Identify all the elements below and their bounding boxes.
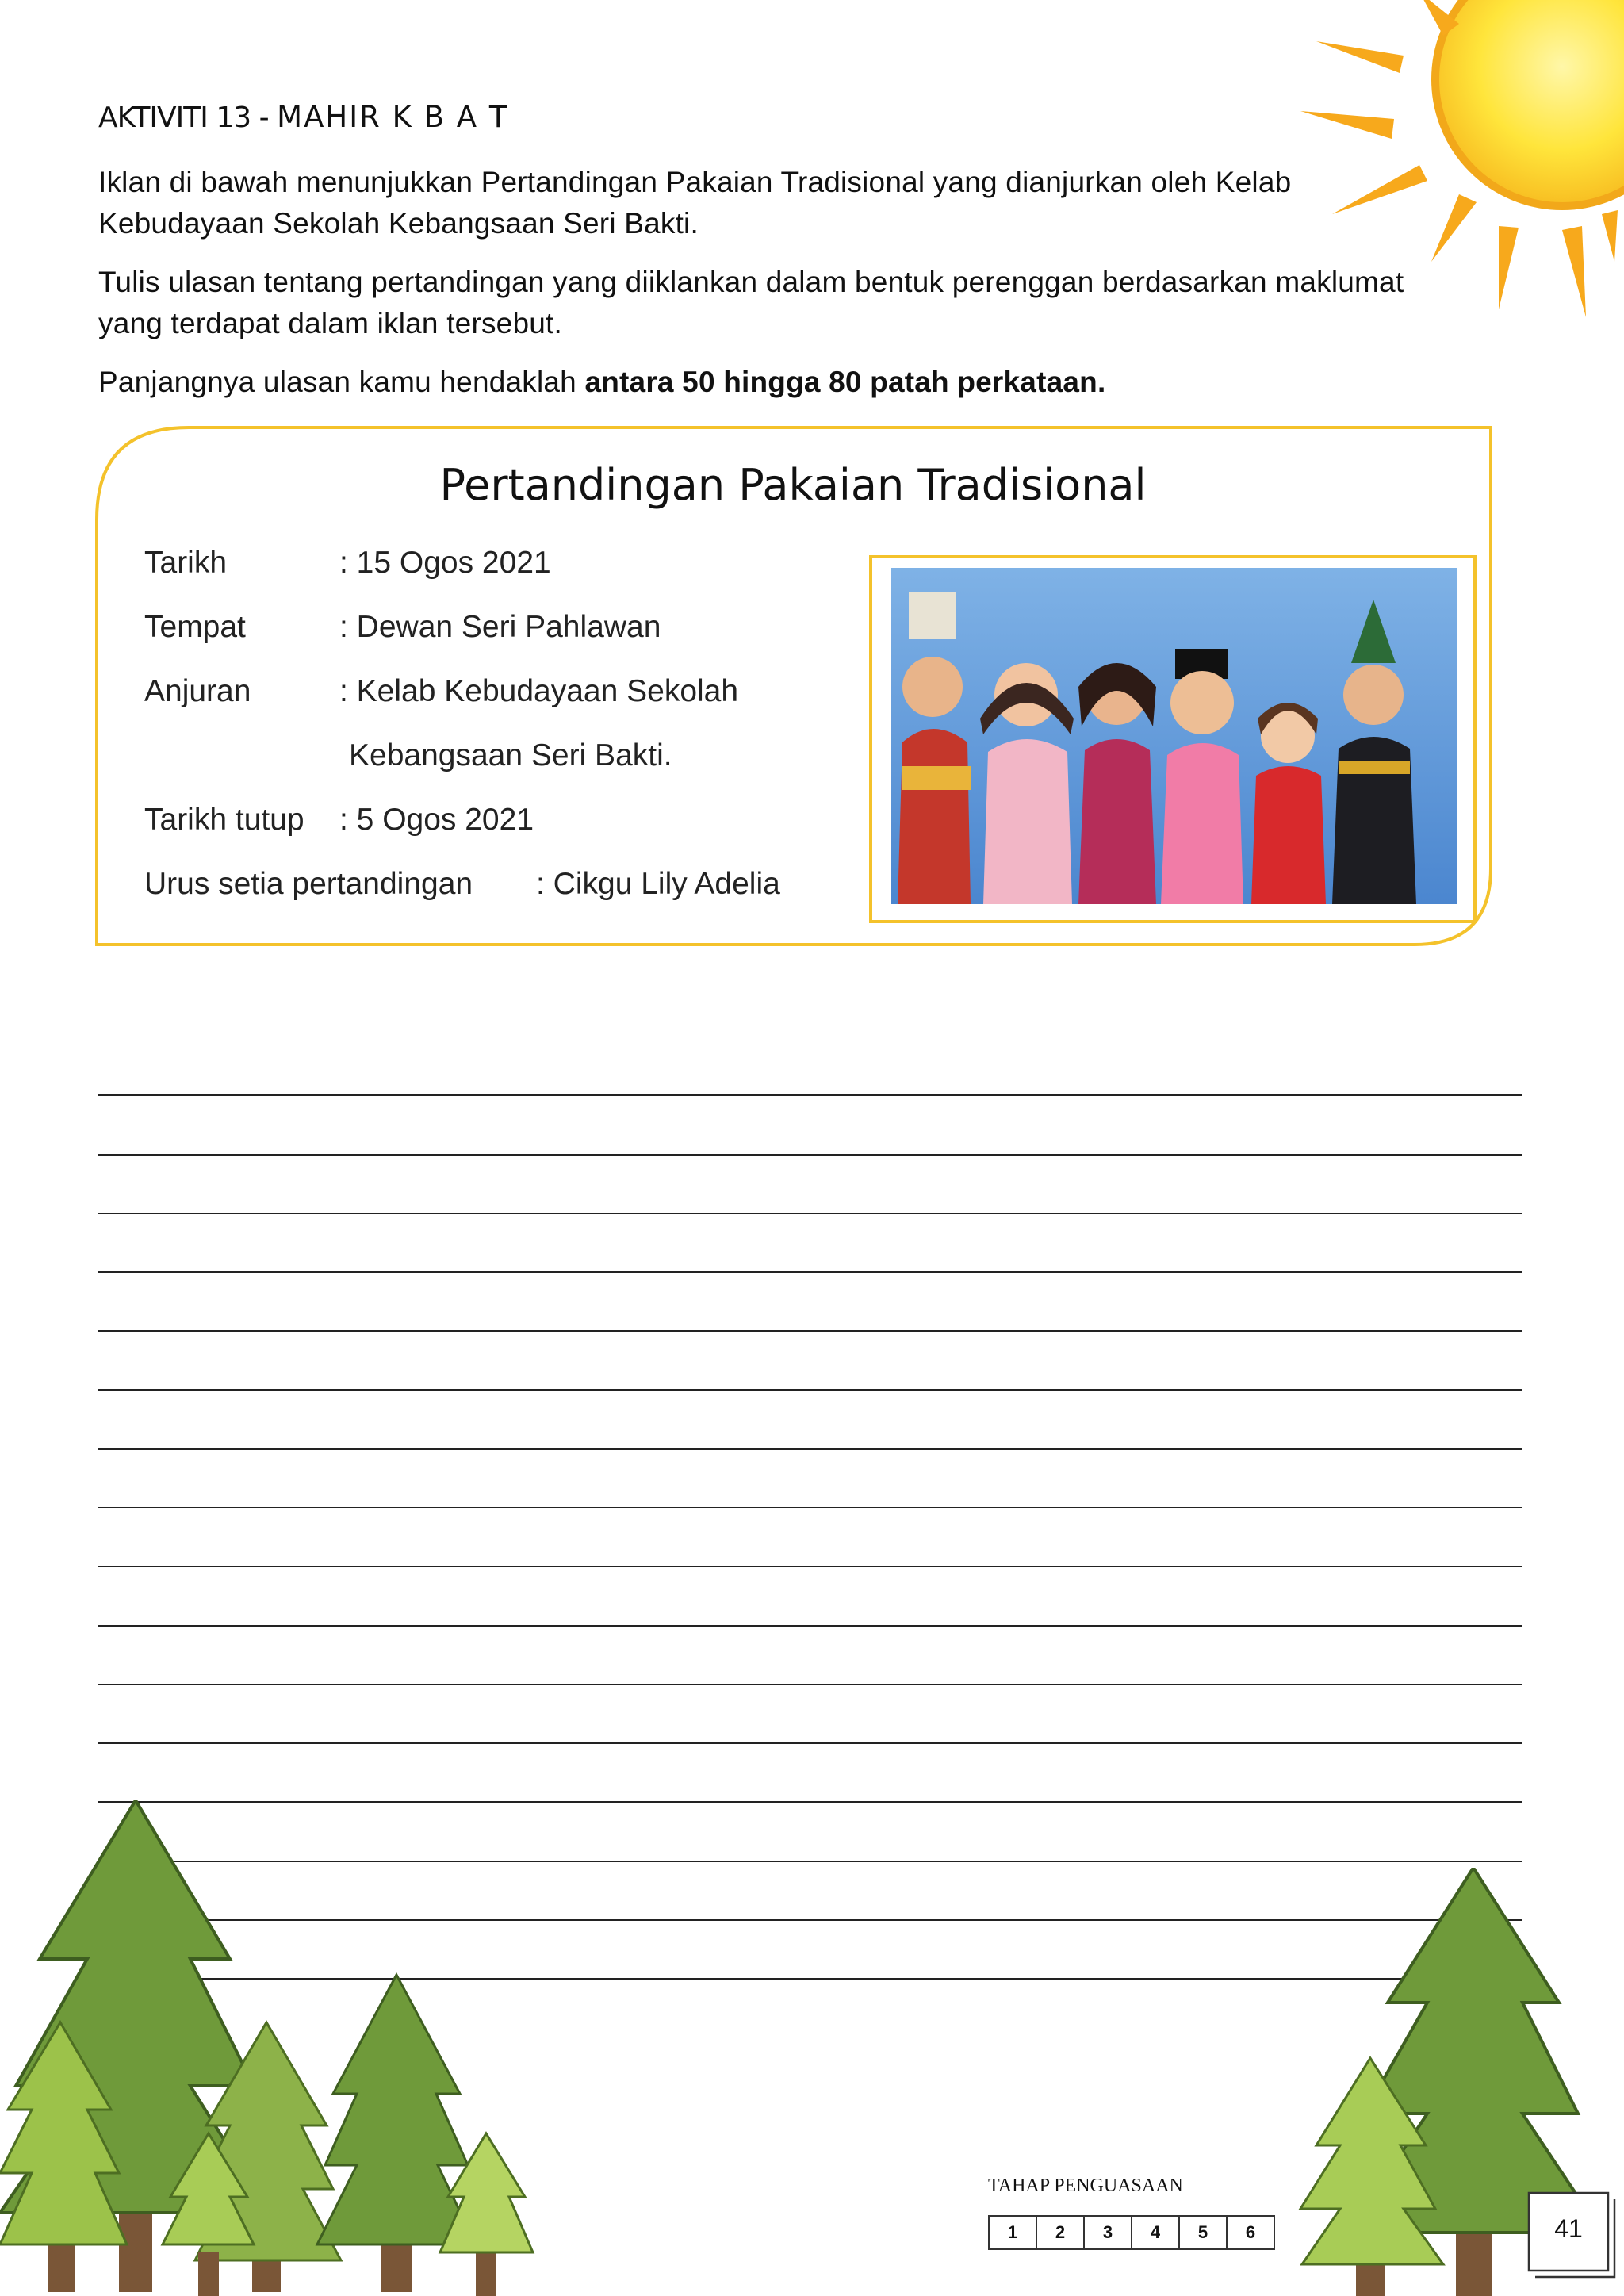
tree-icon	[0, 1800, 571, 2296]
writing-line	[98, 1625, 1522, 1627]
writing-line	[98, 1213, 1522, 1214]
mastery-level-cell[interactable]: 3	[1084, 2216, 1132, 2249]
children-traditional-costume-photo	[869, 555, 1477, 923]
value-urus-setia: : Cikgu Lily Adelia	[536, 867, 780, 901]
advert-title: Pertandingan Pakaian Tradisional	[439, 460, 1147, 510]
mastery-label: TAHAP PENGUASAAN	[988, 2175, 1183, 2196]
label-tarikh-tutup: Tarikh tutup	[144, 803, 304, 837]
writing-line	[98, 1154, 1522, 1156]
writing-line	[98, 1094, 1522, 1096]
activity-skill: MAHIR K B A T	[277, 100, 509, 134]
label-anjuran: Anjuran	[144, 674, 251, 708]
value-tarikh: : 15 Ogos 2021	[339, 546, 551, 580]
writing-line	[98, 1389, 1522, 1391]
label-tarikh: Tarikh	[144, 546, 228, 580]
instruction-paragraph-1: Iklan di bawah menunjukkan Pertandingan Pakaian Tradisional yang dianjurkan oleh Kelab Kebudayaan Sekolah Kebangsaan Seri Bakti.	[98, 166, 1292, 240]
mastery-level-cell[interactable]: 5	[1179, 2216, 1227, 2249]
writing-line	[98, 1330, 1522, 1332]
mastery-level-cell[interactable]: 4	[1132, 2216, 1179, 2249]
label-tempat: Tempat	[144, 610, 246, 644]
mastery-level-cell[interactable]: 1	[989, 2216, 1036, 2249]
activity-heading	[98, 100, 508, 135]
mastery-level-table	[988, 2215, 1275, 2250]
value-tarikh-tutup: : 5 Ogos 2021	[339, 803, 534, 837]
value-anjuran: : Kelab Kebudayaan Sekolah	[339, 674, 739, 708]
value-anjuran-cont: Kebangsaan Seri Bakti.	[349, 738, 672, 772]
label-urus-setia: Urus setia pertandingan	[144, 867, 473, 901]
value-tempat: : Dewan Seri Pahlawan	[339, 610, 661, 644]
mastery-level-cell[interactable]: 6	[1227, 2216, 1274, 2249]
activity-number: AKTIVITI 13 -	[98, 102, 269, 134]
writing-line	[98, 1448, 1522, 1450]
word-limit-prefix: Panjangnya ulasan kamu hendaklah	[98, 366, 585, 398]
writing-line	[98, 1507, 1522, 1508]
writing-line	[98, 1684, 1522, 1685]
word-limit: antara 50 hingga 80 patah perkataan.	[584, 366, 1106, 398]
writing-line	[98, 1271, 1522, 1273]
writing-line	[98, 1742, 1522, 1744]
instruction-paragraph-3	[98, 362, 1431, 403]
mastery-level-cell[interactable]: 2	[1036, 2216, 1084, 2249]
instruction-paragraph-2: Tulis ulasan tentang pertandingan yang diiklankan dalam bentuk perenggan berdasarkan maklumat yang terdapat dalam iklan tersebut.	[98, 266, 1404, 339]
page-number: 41	[1554, 2214, 1583, 2243]
writing-line	[98, 1566, 1522, 1567]
